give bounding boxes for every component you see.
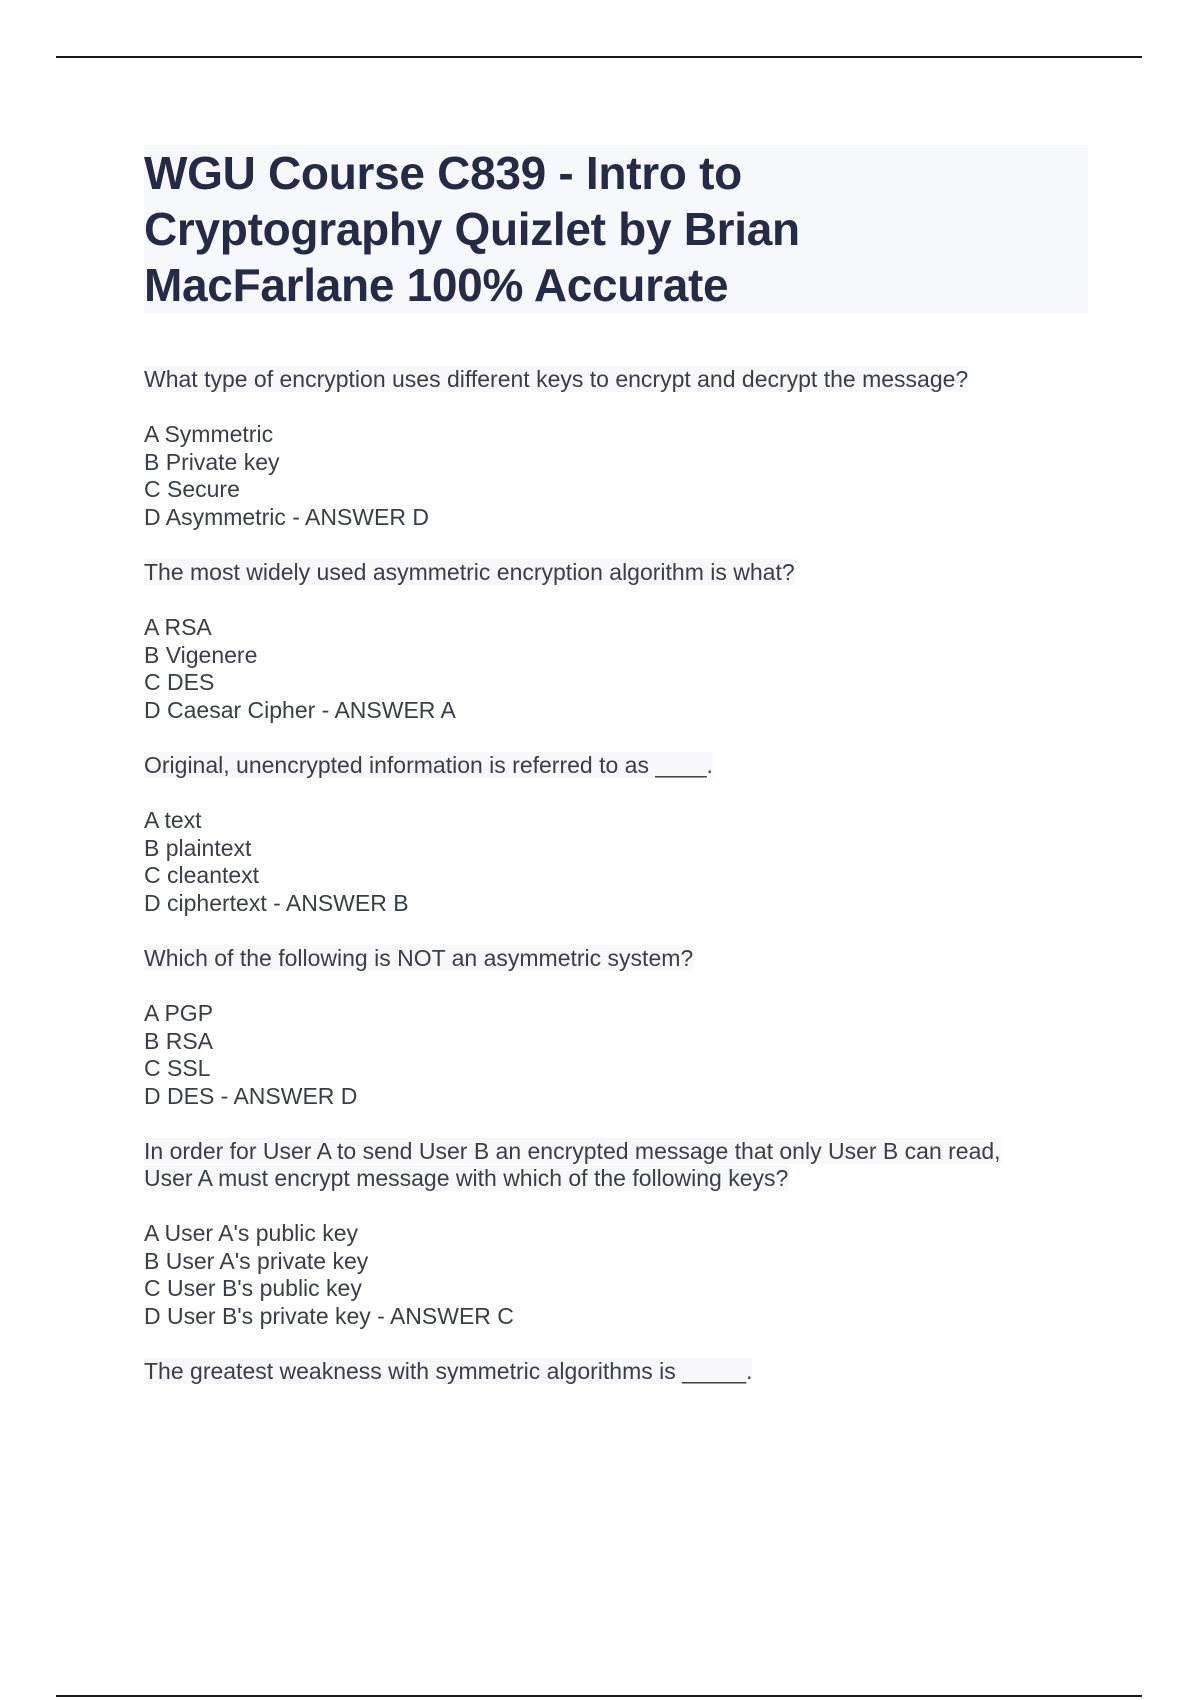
question-list [144,366,1064,1413]
answer-options [144,1220,1064,1330]
page-title [144,145,1088,313]
question-line: What type of encryption uses different keys to encrypt and decrypt the message? [144,366,969,392]
question-line: The most widely used asymmetric encryption algorithm is what? [144,559,795,585]
question-text [144,1138,1064,1192]
answer-options [144,614,1064,724]
question-line: In order for User A to send User B an encrypted message that only User B can read, [144,1138,1001,1164]
question-line: Original, unencrypted information is referred to as ____. [144,752,713,778]
question-text [144,1358,1064,1385]
bottom-rule [56,1695,1142,1697]
option: C SSL [144,1055,211,1081]
question-text [144,752,1064,779]
question-block [144,945,1064,1110]
option: B plaintext [144,834,252,861]
option: B RSA [144,1027,214,1054]
option: C User B's public key [144,1275,362,1301]
answer-options [144,421,1064,531]
question-block [144,752,1064,917]
question-line: User A must encrypt message with which of the following keys? [144,1165,789,1191]
question-line: Which of the following is NOT an asymmetric system? [144,945,694,971]
question-line: The greatest weakness with symmetric algorithms is _____. [144,1358,753,1384]
option-answer: D User B's private key - ANSWER C [144,1302,514,1329]
title-line: Cryptography Quizlet by Brian [144,203,800,255]
option-answer: D Asymmetric - ANSWER D [144,503,429,530]
option: C DES [144,669,215,695]
question-block [144,1358,1064,1385]
top-rule [56,56,1142,58]
option: A PGP [144,1000,214,1026]
question-block [144,559,1064,724]
option: C Secure [144,476,240,502]
answer-options [144,1000,1064,1110]
option: A Symmetric [144,421,274,447]
title-line: MacFarlane 100% Accurate [144,259,729,311]
option: B Private key [144,448,280,475]
option: B User A's private key [144,1247,369,1274]
option-answer: D ciphertext - ANSWER B [144,889,409,916]
option: A User A's public key [144,1220,359,1246]
answer-options [144,807,1064,917]
title-line: WGU Course C839 - Intro to [144,147,742,199]
question-block [144,1138,1064,1330]
question-text [144,366,1064,393]
title-block [144,145,1088,313]
option: A text [144,807,202,833]
question-block [144,366,1064,531]
option-answer: D Caesar Cipher - ANSWER A [144,696,456,723]
option: A RSA [144,614,212,640]
option-answer: D DES - ANSWER D [144,1082,358,1109]
question-text [144,945,1064,972]
question-text [144,559,1064,586]
option: C cleantext [144,862,260,888]
option: B Vigenere [144,641,258,668]
